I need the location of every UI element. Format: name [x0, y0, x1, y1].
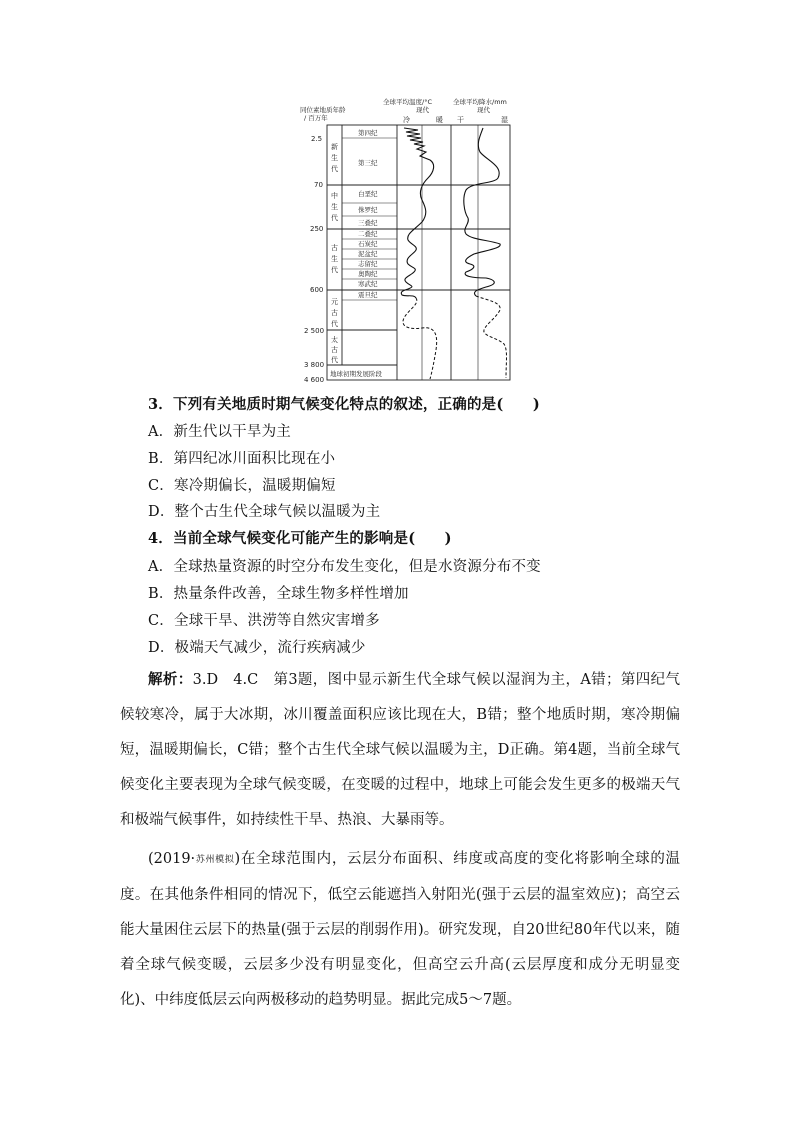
question-4-option-b[interactable]: B．热量条件改善，全球生物多样性增加	[148, 586, 409, 602]
age-tick-600: 600	[310, 286, 324, 294]
period-cretaceous: 白垩纪	[358, 190, 378, 198]
age-tick-250: 250	[310, 225, 324, 233]
temperature-now-label: 现代	[416, 106, 429, 114]
period-triassic: 三叠纪	[358, 219, 378, 227]
precipitation-wet-label: 湿	[501, 116, 508, 124]
period-cambrian: 寒武纪	[358, 280, 378, 288]
svg-text:生: 生	[331, 203, 338, 211]
question-4-option-c[interactable]: C．全球干旱、洪涝等自然灾害增多	[148, 613, 380, 629]
temperature-cold-label: 冷	[403, 116, 410, 124]
svg-text:古: 古	[331, 244, 338, 252]
question-4-option-a[interactable]: A．全球热量资源的时空分布发生变化，但是水资源分布不变	[148, 559, 541, 575]
svg-text:中: 中	[331, 192, 338, 200]
question-4-stem: 4．当前全球气候变化可能产生的影响是( )	[148, 530, 452, 547]
svg-text:古: 古	[331, 309, 338, 317]
precipitation-now-label: 现代	[477, 106, 490, 114]
temperature-curve	[401, 128, 433, 298]
question-3-option-b[interactable]: B．第四纪冰川面积比现在小	[148, 451, 336, 467]
age-tick-70: 70	[314, 181, 323, 189]
era-cenozoic-label	[331, 142, 338, 173]
precipitation-curve	[464, 128, 500, 296]
svg-text:代: 代	[331, 320, 338, 328]
era-archean-label	[331, 335, 338, 364]
svg-text:生: 生	[331, 255, 338, 263]
temperature-header: 全球平均温度/°C	[383, 98, 432, 106]
precipitation-curve-estimated	[476, 296, 507, 378]
period-ordovician: 奥陶纪	[358, 270, 378, 278]
question-3-option-c[interactable]: C．寒冷期偏长，温暖期偏短	[148, 478, 336, 494]
temperature-warm-label: 暖	[436, 116, 443, 124]
temperature-curve-estimated	[403, 298, 437, 379]
svg-text:太: 太	[331, 336, 338, 344]
svg-text:古: 古	[331, 346, 338, 354]
passage-paragraph	[120, 842, 680, 1018]
svg-text:新: 新	[331, 143, 338, 151]
passage-source-suffix: )	[234, 851, 241, 867]
svg-text:元: 元	[331, 298, 338, 306]
age-tick-3800: 3 800	[304, 361, 325, 369]
age-header-line1: 同位素地质年龄	[300, 106, 346, 114]
period-silurian: 志留纪	[358, 260, 378, 268]
age-tick-2.5: 2.5	[311, 135, 323, 143]
period-sinian: 震旦纪	[358, 291, 378, 299]
period-tertiary: 第三纪	[358, 159, 378, 167]
era-proterozoic-label	[331, 298, 338, 328]
earliest-stage-label: 地球初期发展阶段	[330, 370, 382, 378]
era-paleozoic-label	[331, 243, 338, 274]
age-tick-2500: 2 500	[304, 327, 325, 335]
age-tick-4600: 4 600	[304, 376, 325, 384]
analysis-label: 解析：	[148, 671, 193, 688]
question-3-option-a[interactable]: A．新生代以干旱为主	[148, 424, 291, 440]
diagram-frame	[327, 125, 510, 380]
question-3-option-d[interactable]: D．整个古生代全球气候以温暖为主	[148, 504, 381, 520]
precipitation-header: 全球平均降水/mm	[453, 98, 507, 106]
analysis-text: 3.D 4.C 第3题，图中显示新生代全球气候以湿润为主，A错；第四纪气候较寒冷，属于大冰期，冰川覆盖面积应该比现在大，B错；整个地质时期，寒冷期偏短，温暖期偏长，C错；整个古生代全球气候以温暖为主，D正确。第4题，当前全球气候变化主要表现为全球气候变暖，在变暖的过程中，地球上可能会发生更多的极端天气和极端气候事件，如持续性干旱、热浪、大暴雨等。	[120, 672, 681, 828]
analysis-paragraph	[120, 662, 680, 838]
period-carboniferous: 石炭纪	[358, 240, 378, 248]
age-header-line2: / 百万年	[304, 114, 328, 122]
question-4-option-d[interactable]: D．极端天气减少，流行疾病减少	[148, 640, 366, 656]
period-jurassic: 侏罗纪	[358, 206, 378, 214]
passage-text: 在全球范围内，云层分布面积、纬度或高度的变化将影响全球的温度。在其他条件相同的情况下，低空云能遮挡入射阳光(强于云层的温室效应)；高空云能大量困住云层下的热量(强于云层的削弱作用)。研究发现，自20世纪80年代以来，随着全球气候变暖，云层多少没有明显变化，但高空云升高(云层厚度和成分无明显变化)、中纬度低层云向两极移动的趋势明显。据此完成5～7题。	[120, 851, 680, 1008]
svg-text:代: 代	[331, 356, 338, 364]
passage-source-tag: 苏州模拟	[195, 855, 235, 865]
svg-text:代: 代	[331, 214, 338, 222]
passage-source-prefix: (2019·	[148, 851, 196, 867]
svg-text:代: 代	[331, 266, 338, 274]
question-3-stem: 3．下列有关地质时期气候变化特点的叙述，正确的是( )	[148, 396, 540, 413]
period-quaternary: 第四纪	[358, 129, 378, 137]
period-permian: 二叠纪	[358, 230, 378, 238]
svg-text:代: 代	[331, 165, 338, 173]
svg-text:生: 生	[331, 154, 338, 162]
era-mesozoic-label	[331, 191, 338, 222]
climate-diagram	[290, 92, 530, 387]
precipitation-dry-label: 干	[457, 116, 464, 124]
period-devonian: 泥盆纪	[358, 250, 378, 258]
